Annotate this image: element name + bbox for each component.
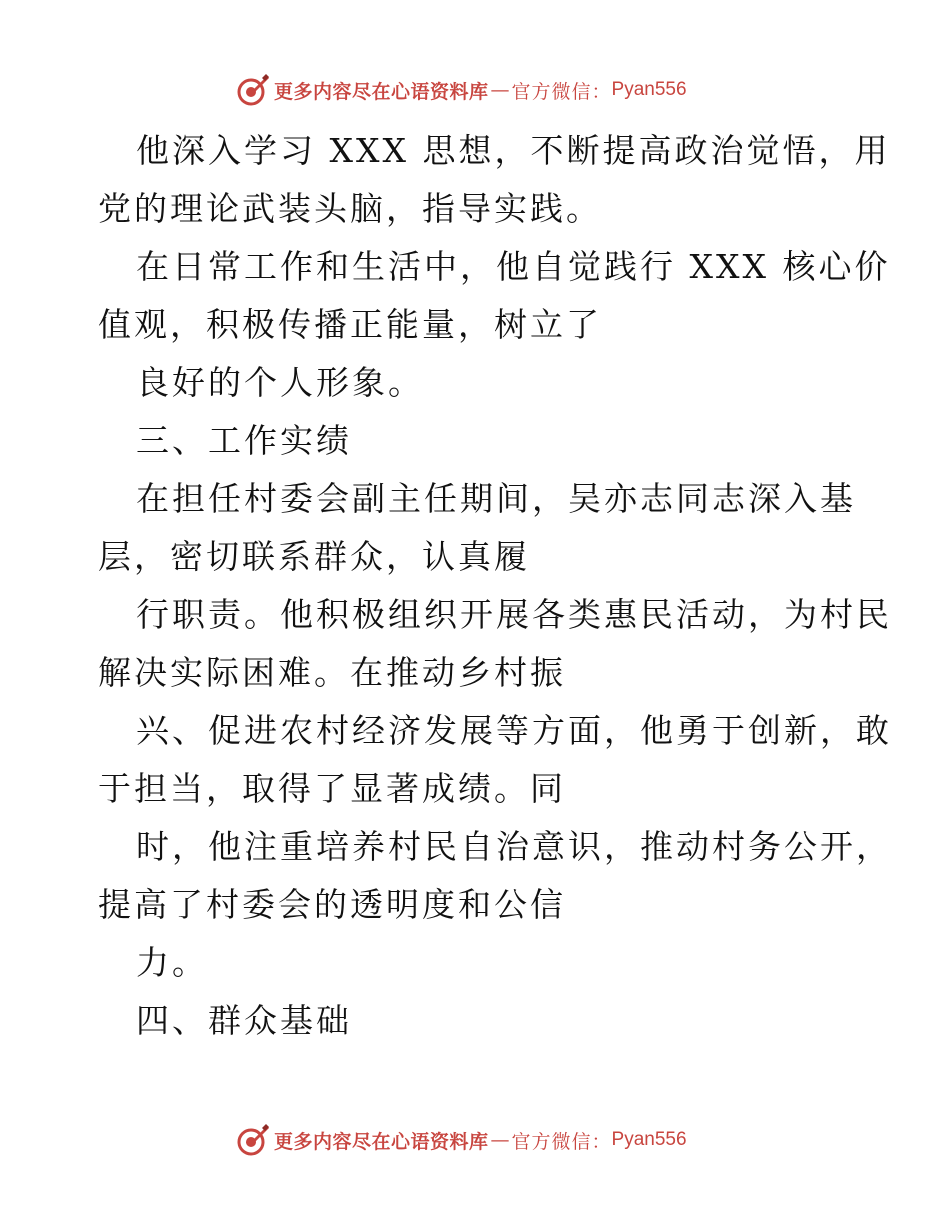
- footer-watermark: [236, 1122, 687, 1158]
- text-line: 良好的个人形象。: [136, 363, 424, 402]
- text-line: 兴、促进农村经济发展等方面，他勇于创新，敢: [136, 711, 892, 750]
- header-watermark: [236, 72, 687, 108]
- text-line: 提高了村委会的透明度和公信: [98, 885, 566, 924]
- text-line: 于担当，取得了显著成绩。同: [98, 769, 566, 808]
- text-line: 值观，积极传播正能量，树立了: [98, 305, 602, 344]
- watermark-official-label: 官方微信：: [511, 1130, 612, 1153]
- watermark-wechat-id: Pyan556: [611, 79, 687, 100]
- watermark-dash: —: [490, 79, 510, 101]
- watermark-site-text: 更多内容尽在心语资料库: [274, 80, 489, 103]
- section-heading: 四、群众基础: [136, 1001, 352, 1040]
- text-line: 解决实际困难。在推动乡村振: [98, 653, 566, 692]
- text-line: 他深入学习 XXX 思想，不断提高政治觉悟，用: [136, 131, 891, 170]
- text-line: 层，密切联系群众，认真履: [98, 537, 530, 576]
- watermark-wechat-id: Pyan556: [611, 1129, 687, 1150]
- watermark-site-text: 更多内容尽在心语资料库: [274, 1130, 489, 1153]
- section-heading: 三、工作实绩: [136, 421, 352, 460]
- text-line: 在担任村委会副主任期间，吴亦志同志深入基: [136, 479, 856, 518]
- text-line: 时，他注重培养村民自治意识，推动村务公开，: [136, 827, 892, 866]
- quill-seal-icon: [236, 1123, 270, 1157]
- text-line: 党的理论武装头脑，指导实践。: [98, 189, 602, 228]
- document-body: [98, 122, 892, 1050]
- text-line: 在日常工作和生活中，他自觉践行 XXX 核心价: [136, 247, 891, 286]
- watermark-dash: —: [490, 1129, 510, 1151]
- watermark-official-label: 官方微信：: [511, 80, 612, 103]
- quill-seal-icon: [236, 73, 270, 107]
- text-line: 力。: [136, 943, 208, 982]
- text-line: 行职责。他积极组织开展各类惠民活动，为村民: [136, 595, 892, 634]
